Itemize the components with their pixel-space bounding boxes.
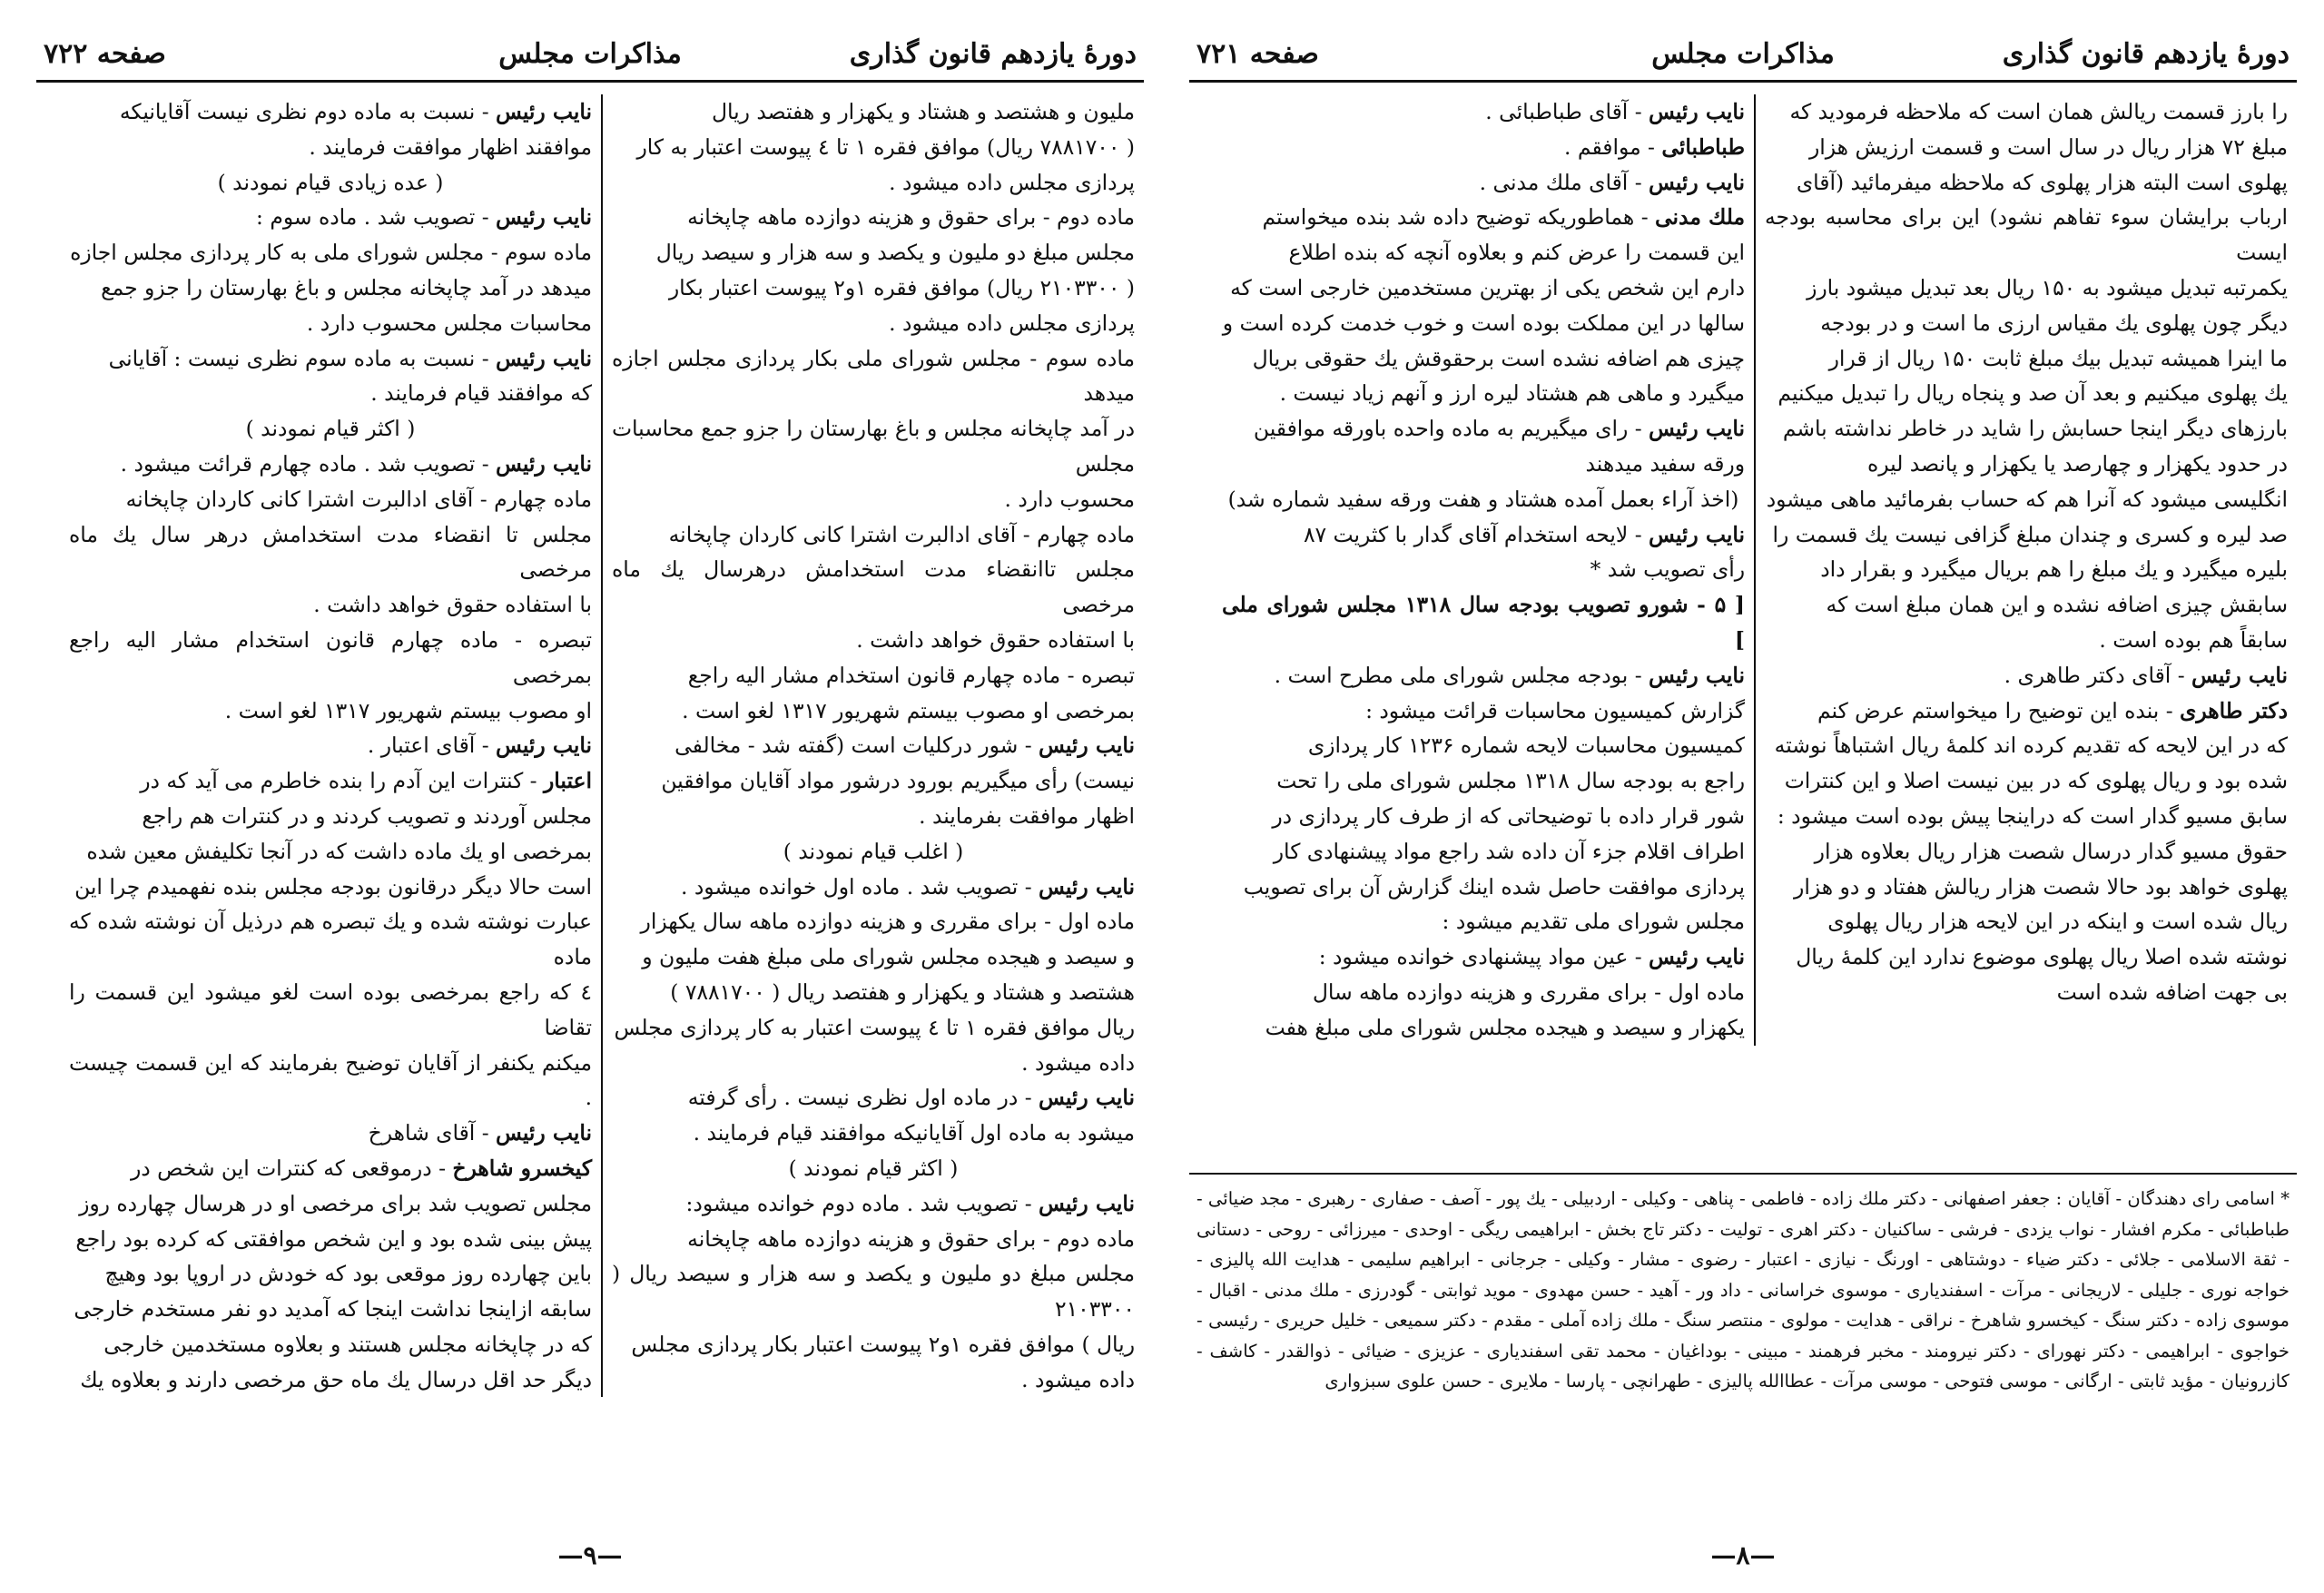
text-line xyxy=(1765,306,2288,341)
line-text: ( اغلب قیام نمودند ) xyxy=(783,838,964,864)
speaker-name: اعتبار xyxy=(544,768,592,794)
line-text: - تصویب شد . ماده اول خوانده میشود . xyxy=(680,873,1039,900)
text-line xyxy=(69,975,592,1046)
line-text: - در ماده اول نظری نیست . رأی گرفته xyxy=(687,1085,1039,1111)
text-line xyxy=(1222,447,1745,482)
speaker-name: نایب رئیس xyxy=(1649,416,1745,442)
line-text: باین چهارده روز موقعی بود که خودش در اروپا بود وهیچ xyxy=(104,1261,592,1287)
text-line xyxy=(1222,1010,1745,1046)
speaker-name: نایب رئیس xyxy=(1649,944,1745,970)
line-text: یکمرتبه تبدیل میشود به ۱۵۰ ریال بعد تبدیل میشود بارز xyxy=(1807,274,2288,300)
text-line xyxy=(1765,939,2288,975)
line-text: رأی تصویب شد * xyxy=(1590,556,1745,583)
line-text: را بارز قسمت ریالش همان است که ملاحظه فرمودید که xyxy=(1789,99,2288,124)
text-line xyxy=(69,376,592,411)
text-line xyxy=(69,306,592,341)
text-line xyxy=(1765,763,2288,799)
running-header xyxy=(1189,27,2297,83)
text-columns xyxy=(36,94,1144,1397)
action-note xyxy=(612,1151,1135,1186)
page-722 xyxy=(36,27,1144,1570)
running-header xyxy=(36,27,1144,83)
column-rule xyxy=(601,94,603,1397)
text-line xyxy=(1222,341,1745,377)
line-text: محسوب دارد . xyxy=(1004,486,1135,512)
column-right xyxy=(603,94,1144,1397)
line-text: ماده اول - برای مقرری و هزینه دوازده ماهه سال یکهزار xyxy=(640,909,1135,935)
speaker-line xyxy=(1222,587,1745,658)
line-text: داده میشود . xyxy=(1021,1049,1135,1076)
text-line xyxy=(1222,270,1745,306)
line-text: یکهزار و سیصد و هیجده مجلس شورای ملی مبلغ هفت xyxy=(1265,1014,1745,1040)
speaker-line xyxy=(69,447,592,482)
text-line xyxy=(1765,870,2288,905)
line-text: بی جهت اضافه شده است xyxy=(2056,978,2288,1005)
speaker-line xyxy=(612,870,1135,905)
header-title: مذاکرات مجلس xyxy=(1651,37,1835,70)
line-text: تبصره - ماده چهارم قانون استخدام مشار الیه راجع بمرخصی xyxy=(69,626,592,688)
text-line xyxy=(612,1327,1135,1362)
line-text: هشتصد و هشتاد و یکهزار و هفتصد ریال ( ۷۸۸۱۷۰۰ ) xyxy=(670,978,1135,1005)
text-line xyxy=(69,834,592,870)
line-text: دارم این شخص یکی از بهترین مستخدمین خارجی است که xyxy=(1230,274,1745,300)
text-line xyxy=(69,235,592,270)
speaker-name: نایب رئیس xyxy=(1039,1085,1135,1111)
line-text: ماده سوم - مجلس شورای ملی به کار پردازی مجلس اجازه xyxy=(70,240,592,266)
text-line xyxy=(612,693,1135,729)
text-line xyxy=(69,1186,592,1222)
line-text: در حدود یکهزار و چهارصد یا یکهزار و پانصد لیره xyxy=(1867,450,2288,477)
line-text: - نسبت به ماده دوم نظری نیست آقایانیکه xyxy=(119,99,497,124)
line-text: مجلس مبلغ دو ملیون و یکصد و سه هزار و سیصد ریال ( ۲۱۰۳۳۰۰ xyxy=(612,1261,1135,1323)
speaker-line xyxy=(69,728,592,763)
line-text: چیزی هم اضافه نشده است برحقوقش یك حقوقی بریال xyxy=(1252,345,1745,371)
text-line xyxy=(1222,235,1745,270)
line-text: ( ۲۱۰۳۳۰۰ ریال) موافق فقره ۱و۲ پیوست اعتبار بکار xyxy=(668,274,1135,300)
line-text: پهلوی است البته هزار پهلوی که ملاحظه میفرمائید (آقای xyxy=(1796,169,2288,195)
text-line xyxy=(1765,447,2288,482)
text-line xyxy=(612,130,1135,165)
speaker-name: نایب رئیس xyxy=(1649,521,1745,547)
line-text: پردازی مجلس داده میشود . xyxy=(889,169,1135,195)
line-text: راجع به بودجه سال ۱۳۱۸ مجلس شورای ملی را تحت xyxy=(1276,768,1745,794)
line-text: شده بود و ریال پهلوی که در بین نیست اصلا و این کنترات xyxy=(1784,768,2288,794)
text-line xyxy=(612,1046,1135,1081)
speaker-name: نایب رئیس xyxy=(1039,873,1135,900)
text-line xyxy=(612,235,1135,270)
line-text: ماده دوم - برای حقوق و هزینه دوازده ماهه چاپخانه xyxy=(687,204,1135,231)
action-note xyxy=(69,411,592,447)
line-text: بلیره میگیرد و یك مبلغ را هم بریال میگیرد و بقرار داد xyxy=(1820,556,2288,583)
line-text: - کنترات این آدم را بنده خاطرم می آید که در xyxy=(140,768,544,794)
text-line xyxy=(612,165,1135,201)
text-line xyxy=(612,270,1135,306)
speaker-line xyxy=(1222,411,1745,447)
text-line xyxy=(612,658,1135,693)
speaker-line xyxy=(1765,693,2288,729)
text-line xyxy=(1765,834,2288,870)
line-text: که موافقند قیام فرمایند . xyxy=(370,380,592,407)
line-text: ماده دوم - برای حقوق و هزینه دوازده ماهه چاپخانه xyxy=(687,1225,1135,1252)
text-line xyxy=(1765,623,2288,658)
column-right xyxy=(1756,94,2297,1046)
folio: —۹— xyxy=(557,1540,623,1570)
line-text: مجلس آوردند و تصویب کردند و در کنترات هم راجع xyxy=(142,802,592,829)
text-columns xyxy=(1189,94,2297,1046)
speaker-name: نایب رئیس xyxy=(496,345,592,371)
speaker-name: نایب رئیس xyxy=(496,450,592,477)
speaker-line xyxy=(1222,658,1745,693)
speaker-name: نایب رئیس xyxy=(1649,99,1745,124)
line-text: بارزهای دیگر اینجا حسابش را شاید در خاطر نداشته باشم xyxy=(1782,416,2288,442)
line-text: نیست) رأی میگیریم بورود درشور مواد آقایان موافقین xyxy=(661,768,1135,794)
line-text: - عین مواد پیشنهادی خوانده میشود : xyxy=(1318,944,1649,970)
header-title: مذاکرات مجلس xyxy=(498,37,682,70)
line-text: ریال ) موافق فقره ۱و۲ پیوست اعتبار بکار پردازی مجلس xyxy=(631,1331,1135,1357)
speaker-line xyxy=(69,341,592,377)
term-title: دورهٔ یازدهم قانون گذاری xyxy=(849,37,1137,70)
text-line xyxy=(1222,552,1745,587)
text-line xyxy=(612,341,1135,412)
speaker-line xyxy=(1765,658,2288,693)
line-text: میشود به ماده اول آقایانیکه موافقند قیام فرمایند . xyxy=(693,1120,1135,1146)
text-line xyxy=(612,200,1135,235)
speaker-name: نایب رئیس xyxy=(1649,662,1745,688)
line-text: - رای میگیریم به ماده واحده باورقه موافقین xyxy=(1253,416,1649,442)
speaker-line xyxy=(612,1186,1135,1222)
line-text: ( اکثر قیام نمودند ) xyxy=(245,416,416,442)
line-text: کمیسیون محاسبات لایحه شماره ۱۲۳۶ کار پردازی xyxy=(1307,733,1745,759)
text-line xyxy=(1222,763,1745,799)
text-line xyxy=(1765,270,2288,306)
line-text: مجلس مبلغ دو ملیون و یکصد و سه هزار و سیصد ریال xyxy=(655,240,1135,266)
speaker-line xyxy=(69,200,592,235)
line-text: محاسبات مجلس محسوب دارد . xyxy=(306,310,592,336)
line-text: شور قرار داده با توضیحاتی که از طرف کار پردازی در xyxy=(1272,802,1745,829)
text-line xyxy=(612,623,1135,658)
line-text: ( اکثر قیام نمودند ) xyxy=(788,1155,959,1181)
text-line xyxy=(1222,693,1745,729)
line-text: ریال موافق فقره ۱ تا ٤ پیوست اعتبار به کار پردازی مجلس xyxy=(614,1014,1135,1040)
text-line xyxy=(1765,728,2288,763)
column-rule xyxy=(1754,94,1756,1046)
line-text: - هماطوریکه توضیح داده شد بنده میخواستم xyxy=(1262,204,1656,231)
text-line xyxy=(612,975,1135,1010)
text-line xyxy=(612,552,1135,623)
line-text: تبصره - ماده چهارم قانون استخدام مشار الیه راجع xyxy=(687,662,1135,688)
line-text: حقوق مسیو گدار درسال شصت هزار ریال بعلاوه هزار xyxy=(1814,838,2288,864)
text-line xyxy=(69,799,592,834)
line-text: سالها در این مملکت بوده است و خوب خدمت کرده است و xyxy=(1222,310,1745,336)
text-line xyxy=(69,1222,592,1257)
line-text: مجلس تصویب شد برای مرخصی او در هرسال چهارده روز xyxy=(79,1190,592,1216)
text-line xyxy=(1765,411,2288,447)
action-note xyxy=(69,165,592,201)
text-line xyxy=(1222,728,1745,763)
line-text: - بنده این توضیح را میخواستم عرض کنم xyxy=(1817,697,2181,723)
page-number-label: صفحه ۷۲۲ xyxy=(44,37,166,70)
line-text: ماده چهارم - آقای ادالبرت اشترا کانی کاردان چاپخانه xyxy=(668,521,1135,547)
text-line xyxy=(1222,904,1745,939)
speaker-name: [ ۵ - شورو تصویب بودجه سال ۱۳۱۸ مجلس شورای ملی ] xyxy=(1222,592,1745,653)
line-text: دیگر حد اقل درسال یك ماه حق مرخصی دارند و بعلاوه یك xyxy=(80,1366,592,1392)
text-line xyxy=(612,306,1135,341)
line-text: نوشته شده اصلا ریال پهلوی موضوع ندارد این کلمهٔ ریال xyxy=(1796,944,2288,970)
action-note xyxy=(1222,482,1745,517)
text-line xyxy=(1765,975,2288,1010)
line-text: مجلس شورای ملی تقدیم میشود : xyxy=(1442,909,1745,935)
text-line xyxy=(612,94,1135,130)
line-text: بمرخصی او یك ماده داشت که در آنجا تکلیفش معین شده xyxy=(86,838,592,864)
line-text: - آقای شاهرخ xyxy=(368,1120,497,1146)
line-text: او مصوب بیستم شهریور ۱۳۱۷ لغو است . xyxy=(224,697,592,723)
text-line xyxy=(1765,799,2288,834)
line-text: (اخذ آراء بعمل آمده هشتاد و هفت ورقه سفید شماره شد) xyxy=(1227,486,1739,512)
line-text: مبلغ ۷۲ هزار ریال در سال است و قسمت ارزیش هزار xyxy=(1808,133,2288,160)
text-line xyxy=(69,870,592,905)
speaker-name: دکتر طاهری xyxy=(2180,697,2288,723)
text-line xyxy=(69,270,592,306)
speaker-line xyxy=(1222,94,1745,130)
line-text: سابق مسیو گدار است که دراینجا پیش بوده است میشود : xyxy=(1777,802,2288,829)
text-line xyxy=(1222,306,1745,341)
line-text: - آقای اعتبار . xyxy=(367,733,497,759)
line-text: - آقای دکتر طاهری . xyxy=(2004,662,2192,688)
line-text: - تصویب شد . ماده دوم خوانده میشود: xyxy=(685,1190,1039,1216)
text-line xyxy=(1765,94,2288,130)
speaker-line xyxy=(612,728,1135,763)
line-text: انگلیسی میشود که آنرا هم که حساب بفرمائید ماهی میشود xyxy=(1766,486,2288,512)
line-text: ( ۷۸۸۱۷۰۰ ریال) موافق فقره ۱ تا ٤ پیوست اعتبار به کار xyxy=(636,133,1135,160)
speaker-name: ملك مدنی xyxy=(1655,204,1745,231)
speaker-line xyxy=(69,763,592,799)
line-text: ریال شده است و اینکه در این لایحه هزار ریال پهلوی xyxy=(1827,909,2288,935)
line-text: گزارش کمیسیون محاسبات قرائت میشود : xyxy=(1365,697,1745,723)
line-text: - موافقم . xyxy=(1564,133,1662,160)
line-text: عبارت نوشته شده و یك تبصره هم درذیل آن نوشته شده که ماده xyxy=(69,909,592,970)
column-left xyxy=(1213,94,1754,1046)
column-left xyxy=(60,94,601,1397)
line-text: ٤ که راجع بمرخصی بوده است لغو میشود این قسمت را تقاضا xyxy=(69,978,592,1040)
line-text: میگیرد و ماهی هم هشتاد لیره ارز و آنهم زیاد نیست . xyxy=(1279,380,1745,407)
text-line xyxy=(612,1222,1135,1257)
text-line xyxy=(1222,834,1745,870)
speaker-name: نایب رئیس xyxy=(1649,169,1745,195)
speaker-name: نایب رئیس xyxy=(496,204,592,231)
text-line xyxy=(69,130,592,165)
text-line xyxy=(612,411,1135,482)
text-line xyxy=(1765,200,2288,270)
line-text: پردازی مجلس داده میشود . xyxy=(889,310,1135,336)
line-text: - تصویب شد . ماده سوم : xyxy=(256,204,497,231)
speaker-name: نایب رئیس xyxy=(496,99,592,124)
text-line xyxy=(612,1116,1135,1151)
line-text: مجلس تا انقضاء مدت استخدامش درهر سال یك ماه مرخصی xyxy=(69,521,592,583)
speaker-name: نایب رئیس xyxy=(1039,733,1135,759)
text-line xyxy=(612,904,1135,939)
page-721 xyxy=(1189,27,2297,1570)
line-text: پیش بینی شده بود و این شخص موافقتی که کرده بود راجع xyxy=(75,1225,592,1252)
text-line xyxy=(1765,517,2288,553)
action-note xyxy=(612,834,1135,870)
line-text: و سیصد و هیجده مجلس شورای ملی مبلغ هفت ملیون و xyxy=(642,944,1135,970)
text-line xyxy=(69,1327,592,1362)
line-text: ماده سوم - مجلس شورای ملی بکار پردازی مجلس اجازه میدهد xyxy=(612,345,1135,407)
line-text: - نسبت به ماده سوم نظری نیست : آقایانی xyxy=(108,345,497,371)
line-text: میکنم یکنفر از آقایان توضیح بفرمایند که این قسمت چیست . xyxy=(69,1049,592,1111)
line-text: - درموقعی که کنترات این شخص در xyxy=(130,1155,453,1181)
speaker-line xyxy=(612,1080,1135,1116)
text-line xyxy=(69,1046,592,1116)
line-text: - تصویب شد . ماده چهارم قرائت میشود . xyxy=(120,450,497,477)
text-line xyxy=(69,482,592,517)
line-text: اطراف اقلام جزء آن داده شد راجع مواد پیشنهادی کار xyxy=(1273,838,1745,864)
line-text: این قسمت را عرض کنم و بعلاوه آنچه که بنده اطلاع xyxy=(1288,240,1745,266)
line-text: سابقه ازاینجا نداشت اینجا که آمدید دو نفر مستخدم خارجی xyxy=(74,1296,592,1323)
text-line xyxy=(1765,904,2288,939)
speaker-name: طباطبائی xyxy=(1661,133,1745,160)
text-line xyxy=(69,517,592,588)
line-text: ما اینرا همیشه تبدیل بیك مبلغ ثابت ۱۵۰ ریال از قرار xyxy=(1828,345,2288,371)
line-text: ماده چهارم - آقای ادالبرت اشترا کانی کاردان چاپخانه xyxy=(125,486,592,512)
text-line xyxy=(1765,482,2288,517)
text-line xyxy=(1222,799,1745,834)
term-title: دورهٔ یازدهم قانون گذاری xyxy=(2002,37,2290,70)
text-line xyxy=(612,763,1135,799)
line-text: میدهد در آمد چاپخانه مجلس و باغ بهارستان را جزو جمع xyxy=(101,274,592,300)
line-text: ملیون و هشتصد و هشتاد و یکهزار و هفتصد ریال xyxy=(712,99,1135,124)
line-text: موافقند اظهار موافقت فرمایند . xyxy=(309,133,592,160)
line-text: - آقای ملك مدنی . xyxy=(1479,169,1649,195)
text-line xyxy=(612,517,1135,553)
text-line xyxy=(69,1256,592,1292)
line-text: - لایحه استخدام آقای گدار با کثریت ۸۷ xyxy=(1303,521,1649,547)
text-line xyxy=(1222,975,1745,1010)
speaker-line xyxy=(69,1151,592,1186)
speaker-line xyxy=(1222,165,1745,201)
speaker-line xyxy=(1222,200,1745,235)
footnote-voters-list: * اسامی رای دهندگان - آقایان : جعفر اصفهانی - دکتر ملك زاده - فاطمی - پناهی - وکیلی - اردبیلی - یك پور - آصف - صفاری - رهبری - مجد ضیائی - طباطبائی - مکرم افشار - نواب یزدی - فرشی - ساکنیان - دکتر اهری - توليت - دکتر تاج بخش - ابراهیمی ریگی - اوحدی - میرزائی - روحی - دستانی - ثقة الاسلامی - جلائی - دکتر ضیاء - دوشتاهی - اورنگ - نیازی - اعتبار - رضوی - مشار - وکیلی - جرجانی - ابراهیم سلیمی - هدایت الله پالیزی - خواجه نوری - جلیلی - لاریجانی - مرآت - اسفندیاری - موسوی خراسانی - داد ور - آهید - حسن مهدوی - موید ثوابتی - گودرزی - ملك مدنی - اقبال - موسوی زاده - دکتر سنگ - کیخسرو شاهرخ - نراقی - هدایت - مولوی - منتصر سنگ - ملك زاده آملی - مقدم - دکتر سمیعی - خلیل حریری - رئیسی - خواجوی - ابراهیمی - دکتر نهورای - دکتر نیرومند - مخبر فرهمند - مبینی - بوداغیان - محمد تقی اسفندیاری - عزیزی - ضیائی - ذوالقدر - کاشف - کازرونیان - مؤید ثابتی - ارگانی - موسی فتوحی - موسی مرآت - عطاالله پالیزی - طهرانچی - پارسا - ملایری - حسن علوی سبزواری xyxy=(1189,1173,2297,1397)
line-text: سابقاً هم بوده است . xyxy=(2099,626,2288,653)
line-text: است حالا دیگر درقانون بودجه مجلس بنده نفهمیدم چرا این xyxy=(74,873,592,900)
line-text: بمرخصی او مصوب بیستم شهریور ۱۳۱۷ لغو است . xyxy=(682,697,1135,723)
line-text: ورقه سفید میدهند xyxy=(1585,450,1745,477)
text-line xyxy=(1765,130,2288,165)
text-line xyxy=(1765,376,2288,411)
line-text: در آمد چاپخانه مجلس و باغ بهارستان را جزو جمع محاسبات مجلس xyxy=(612,416,1135,477)
speaker-line xyxy=(69,1116,592,1151)
speaker-name: نایب رئیس xyxy=(2191,662,2288,688)
text-line xyxy=(1222,376,1745,411)
line-text: مجلس تاانقضاء مدت استخدامش درهرسال یك ماه مرخصی xyxy=(612,556,1135,618)
line-text: که در چاپخانه مجلس هستند و بعلاوه مستخدمین خارجی xyxy=(103,1331,592,1357)
speaker-line xyxy=(69,94,592,130)
text-line xyxy=(69,1362,592,1398)
text-line xyxy=(69,693,592,729)
line-text: داده میشود . xyxy=(1021,1366,1135,1392)
line-text: - آقای طباطبائی . xyxy=(1485,99,1649,124)
text-line xyxy=(612,939,1135,975)
line-text: ( عده زیادی قیام نمودند ) xyxy=(217,169,444,195)
line-text: ماده اول - برای مقرری و هزینه دوازده ماهه سال xyxy=(1312,978,1745,1005)
text-line xyxy=(69,587,592,623)
line-text: صد لیره و کسری و چندان مبلغ گزافی نیست یك قسمت را xyxy=(1772,521,2288,547)
line-text: با استفاده حقوق خواهد داشت . xyxy=(313,592,592,618)
line-text: دیگر چون پهلوی یك مقیاس ارزی ما است و در بودجه xyxy=(1820,310,2288,336)
text-line xyxy=(612,482,1135,517)
speaker-name: نایب رئیس xyxy=(1039,1190,1135,1216)
line-text: یك پهلوی میکنیم و بعد آن صد و پنجاه ریال را تبدیل میکنیم xyxy=(1777,380,2288,407)
speaker-name: نایب رئیس xyxy=(496,1120,592,1146)
line-text: با استفاده حقوق خواهد داشت . xyxy=(856,626,1135,653)
text-line xyxy=(69,623,592,693)
speaker-line xyxy=(1222,130,1745,165)
text-line xyxy=(69,904,592,975)
line-text: پهلوی خواهد بود حالا شصت هزار ریالش هفتاد و دو هزار xyxy=(1794,873,2288,900)
text-line xyxy=(612,1362,1135,1398)
speaker-line xyxy=(1222,939,1745,975)
folio: —۸— xyxy=(1710,1540,1776,1570)
line-text: سابقش چیزی اضافه نشده و این همان مبلغ است که xyxy=(1826,592,2288,618)
speaker-name: نایب رئیس xyxy=(496,733,592,759)
page-number-label: صفحه ۷۲۱ xyxy=(1196,37,1319,70)
text-line xyxy=(612,799,1135,834)
text-line xyxy=(69,1292,592,1327)
text-line xyxy=(1765,165,2288,201)
speaker-line xyxy=(1222,517,1745,553)
text-line xyxy=(1765,552,2288,587)
text-line xyxy=(1765,341,2288,377)
text-line xyxy=(612,1010,1135,1046)
text-line xyxy=(1222,870,1745,905)
line-text: ارباب برایشان سوء تفاهم نشود) این برای محاسبه بودجه ایست xyxy=(1765,204,2288,266)
line-text: پردازی موافقت حاصل شده اینك گزارش آن برای تصویب xyxy=(1243,873,1745,900)
text-line xyxy=(612,1256,1135,1327)
line-text: - بودجه مجلس شورای ملی مطرح است . xyxy=(1274,662,1649,688)
line-text: که در این لایحه که تقدیم کرده اند کلمهٔ ریال اشتباهاً نوشته xyxy=(1774,733,2288,759)
speaker-name: کیخسرو شاهرخ xyxy=(452,1155,592,1181)
text-line xyxy=(1765,587,2288,623)
line-text: - شور درکلیات است (گفته شد - مخالفی xyxy=(675,733,1039,759)
line-text: اظهار موافقت بفرمایند . xyxy=(919,802,1135,829)
